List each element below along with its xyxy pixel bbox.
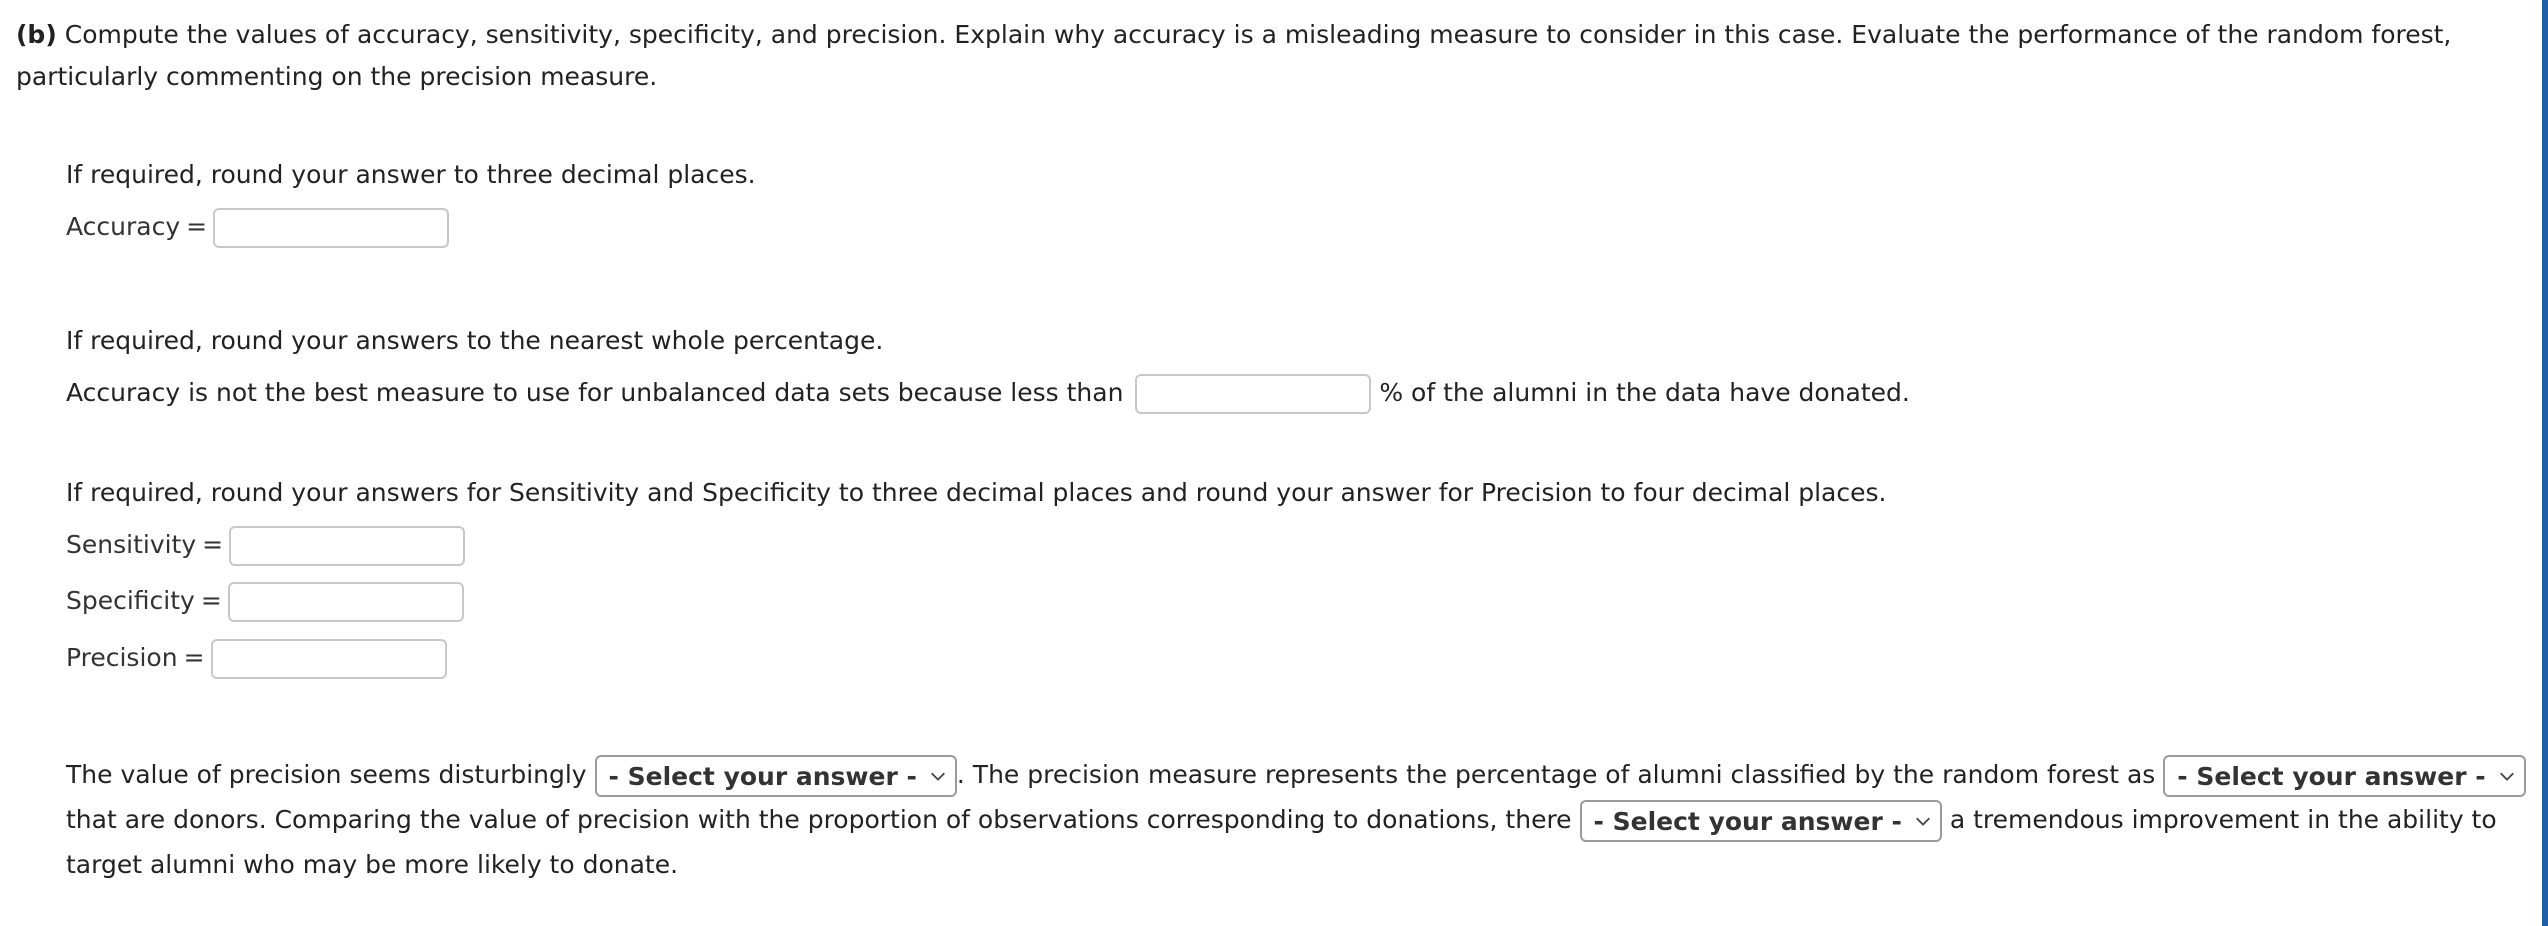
part-label: (b) — [16, 20, 57, 49]
unbalanced-text-after: % of the alumni in the data have donated. — [1379, 378, 1910, 407]
accuracy-instruction: If required, round your answer to three decimal places. — [66, 160, 756, 189]
chevron-down-icon — [929, 767, 947, 785]
question-prompt: Compute the values of accuracy, sensitivity, specificity, and precision. Explain why accuracy is a misleading measure to consider in this case. Evaluate the performance of the random forest, particularly commenting on the precision measure. — [16, 20, 2452, 91]
precision-label: Precision — [66, 643, 178, 672]
accuracy-label: Accuracy — [66, 212, 181, 241]
sensitivity-input[interactable] — [229, 526, 465, 566]
unbalanced-text-before: Accuracy is not the best measure to use for unbalanced data sets because less than — [66, 378, 1124, 407]
precision-row — [66, 637, 447, 679]
specificity-input[interactable] — [228, 582, 464, 622]
equals-sign: = — [186, 212, 208, 241]
chevron-down-icon — [1914, 812, 1932, 830]
unbalanced-row — [66, 372, 1910, 414]
select-placeholder: - Select your answer - — [608, 761, 917, 791]
specificity-label: Specificity — [66, 586, 195, 615]
specificity-row — [66, 580, 464, 622]
evaluation-text-2: . The precision measure represents the percentage of alumni classified by the random forest as — [956, 760, 2156, 789]
sensitivity-label: Sensitivity — [66, 530, 197, 559]
question-header — [16, 14, 2506, 98]
evaluation-text-3: that are donors. Comparing the value of precision with the proportion of observations corresponding to donations, there — [66, 805, 1572, 834]
select-placeholder: - Select your answer - — [1593, 806, 1902, 836]
equals-sign: = — [200, 586, 222, 615]
classified-as-select[interactable] — [2163, 755, 2525, 797]
equals-sign: = — [183, 643, 205, 672]
evaluation-text-4: a tremendous improvement in the ability to target alumni who may be more likely to donate. — [66, 805, 2497, 879]
evaluation-text-1: The value of precision seems disturbingly — [66, 760, 587, 789]
donated-percent-input[interactable] — [1135, 374, 1371, 414]
accuracy-input[interactable] — [213, 208, 449, 248]
accuracy-row — [66, 206, 449, 248]
equals-sign: = — [202, 530, 224, 559]
precision-input[interactable] — [211, 639, 447, 679]
metrics-instruction: If required, round your answers for Sensitivity and Specificity to three decimal places and round your answer for Precision to four decimal places. — [66, 478, 1887, 507]
improvement-select[interactable] — [1580, 800, 1942, 842]
right-edge-accent-bar — [2542, 0, 2548, 926]
select-placeholder: - Select your answer - — [2177, 761, 2486, 791]
percentage-instruction: If required, round your answers to the nearest whole percentage. — [66, 326, 884, 355]
chevron-down-icon — [2498, 767, 2516, 785]
precision-level-select[interactable] — [595, 755, 957, 797]
sensitivity-row — [66, 524, 465, 566]
evaluation-paragraph — [66, 752, 2526, 887]
